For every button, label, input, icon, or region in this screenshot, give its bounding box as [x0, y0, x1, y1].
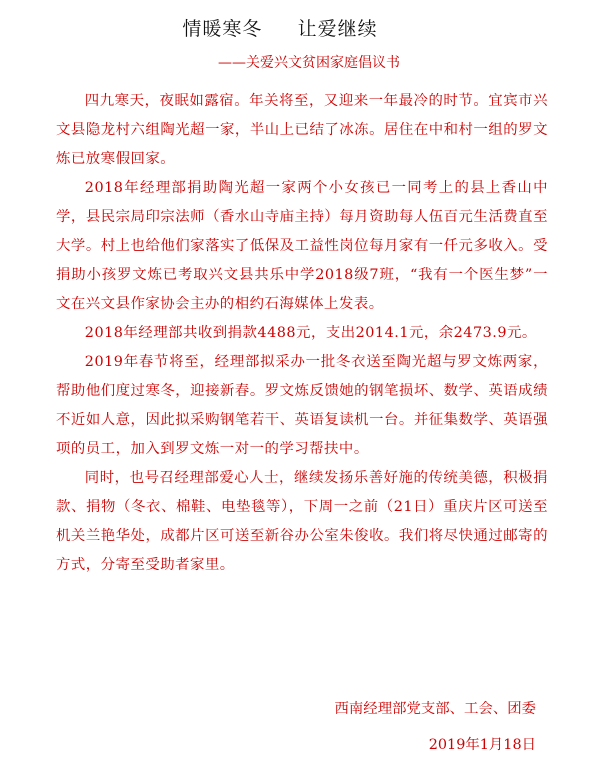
paragraph-call-to-action: 同时，也号召经理部爱心人士，继续发扬乐善好施的传统美德，积极捐款、捐物（冬衣、棉鞋、电垫毯等），下周一之前（21日）重庆片区可送至机关兰艳华处，成都片区可送至新谷办公室朱俊收。我们将尽快通过邮寄的方式，分寄至受助者家里。	[56, 470, 548, 573]
document-title: 情暖寒冬 让爱继续	[182, 18, 378, 40]
paragraph-2018-aid: 2018年经理部捐助陶光超一家两个小女孩已一同考上的县上香山中学，县民宗局印宗法师（香水山寺庙主持）每月资助每人伍百元生活费直至大学。村上也给他们家落实了低保及工益性岗位每月家有一仟元多收入。受捐助小孩罗文炼已考取兴文县共乐中学2018级7班，“我有一个医生梦”一文在兴文县作家协会主办的相约石海媒体上发表。	[56, 180, 548, 312]
paragraph-intro: 四九寒天，夜眠如露宿。年关将至，又迎来一年最冷的时节。宜宾市兴文县隐龙村六组陶光超一家，半山上已结了冰冻。居住在中和村一组的罗文炼已放寒假回家。	[56, 93, 548, 167]
document-subtitle: ——关爱兴文贫困家庭倡议书	[218, 55, 400, 71]
paragraph-finances: 2018年经理部共收到捐款4488元，支出2014.1元，余2473.9元。	[84, 325, 537, 341]
signature-organization: 西南经理部党支部、工会、团委	[334, 701, 536, 717]
document-body	[56, 87, 548, 580]
paragraph-2019-plan: 2019年春节将至，经理部拟采办一批冬衣送至陶光超与罗文炼两家，帮助他们度过寒冬，迎接新春。罗文炼反馈她的钢笔损坏、数学、英语成绩不近如人意，因此拟采购钢笔若干、英语复读机一台。并征集数学、英语强项的员工，加入到罗文炼一对一的学习帮扶中。	[56, 354, 548, 457]
signature-date: 2019年1月18日	[428, 737, 536, 753]
